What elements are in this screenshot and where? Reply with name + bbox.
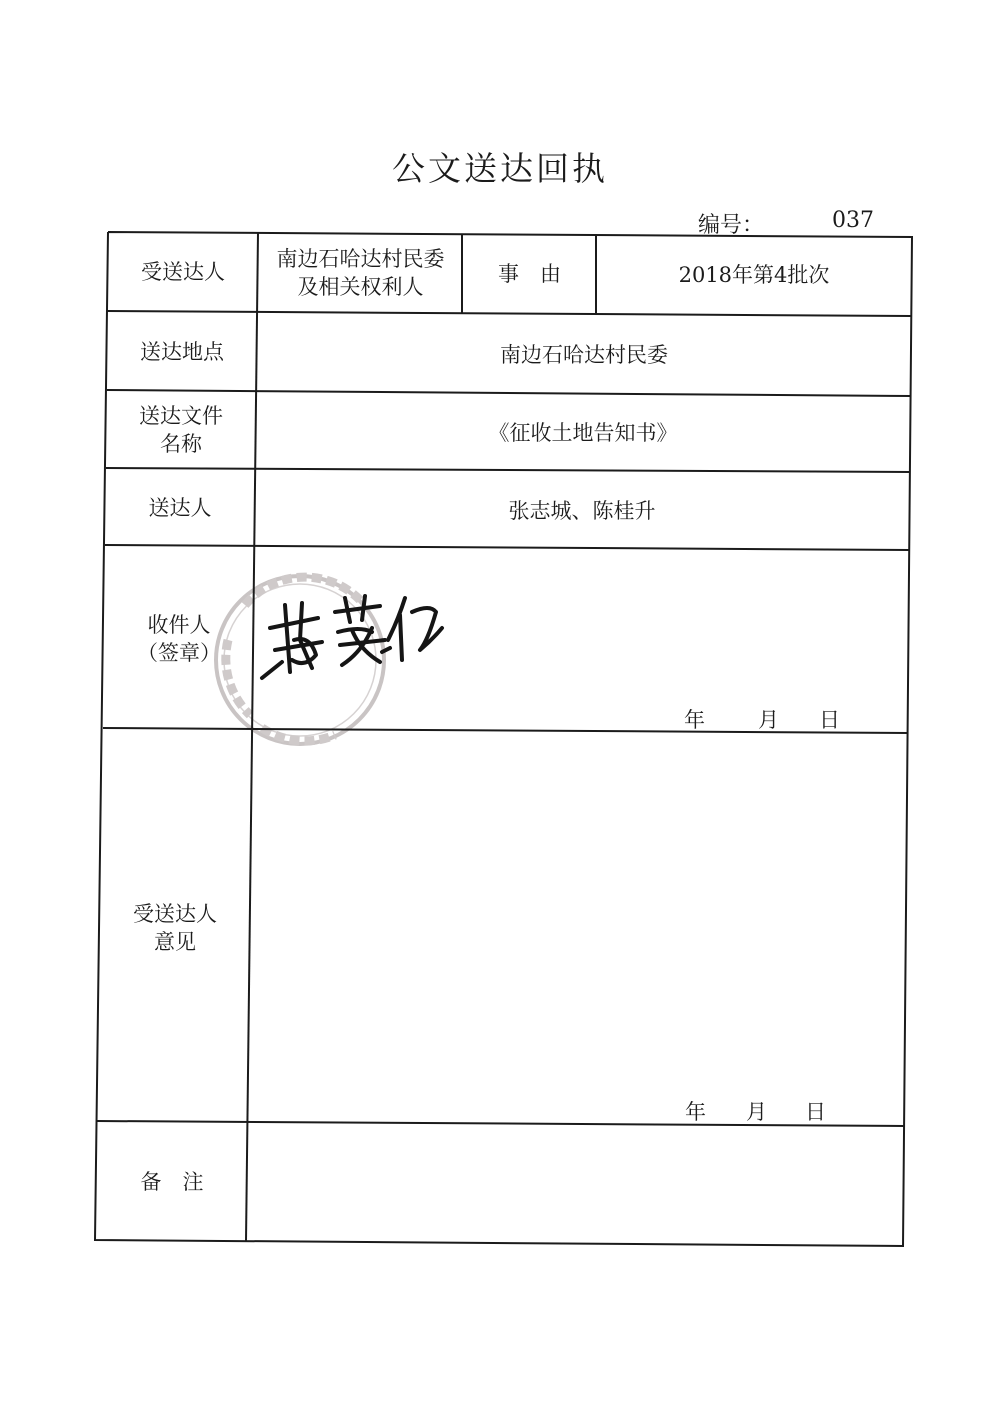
opinion-label-line1: 受送达人 — [133, 901, 217, 926]
location-label: 送达地点 — [140, 340, 224, 364]
receiver-date-month: 月 — [758, 708, 779, 732]
receiver-label-line1: 收件人 — [147, 613, 211, 637]
remarks-label: 备 注 — [140, 1170, 204, 1194]
receiver-date-year: 年 — [684, 708, 705, 732]
server-label: 送达人 — [148, 496, 212, 520]
recipient-value-line1: 南边石哈达村民委 — [276, 247, 445, 271]
recipient-value-line2: 及相关权利人 — [297, 275, 424, 299]
receiver-label-line2: （签章） — [137, 641, 221, 665]
receiver-date-day: 日 — [819, 708, 840, 732]
opinion-date-day: 日 — [805, 1100, 826, 1124]
document-name-label-line1: 送达文件 — [139, 404, 223, 428]
matter-value: 2018年第4批次 — [678, 263, 830, 287]
document-name-label-line2: 名称 — [160, 432, 202, 456]
opinion-label-line2: 意见 — [154, 929, 196, 954]
server-value: 张志城、陈桂升 — [508, 499, 656, 523]
serial-label: 编号： — [698, 213, 765, 238]
recipient-label: 受送达人 — [141, 260, 225, 284]
opinion-date-year: 年 — [685, 1100, 706, 1124]
document-title: 公文送达回执 — [392, 149, 608, 188]
document-name-value: 《征收土地告知书》 — [488, 421, 678, 445]
matter-label: 事 由 — [498, 262, 561, 286]
opinion-date-month: 月 — [746, 1100, 767, 1124]
opinion-label — [100, 731, 250, 1124]
location-value: 南边石哈达村民委 — [500, 343, 668, 367]
serial-number: 037 — [832, 208, 874, 233]
